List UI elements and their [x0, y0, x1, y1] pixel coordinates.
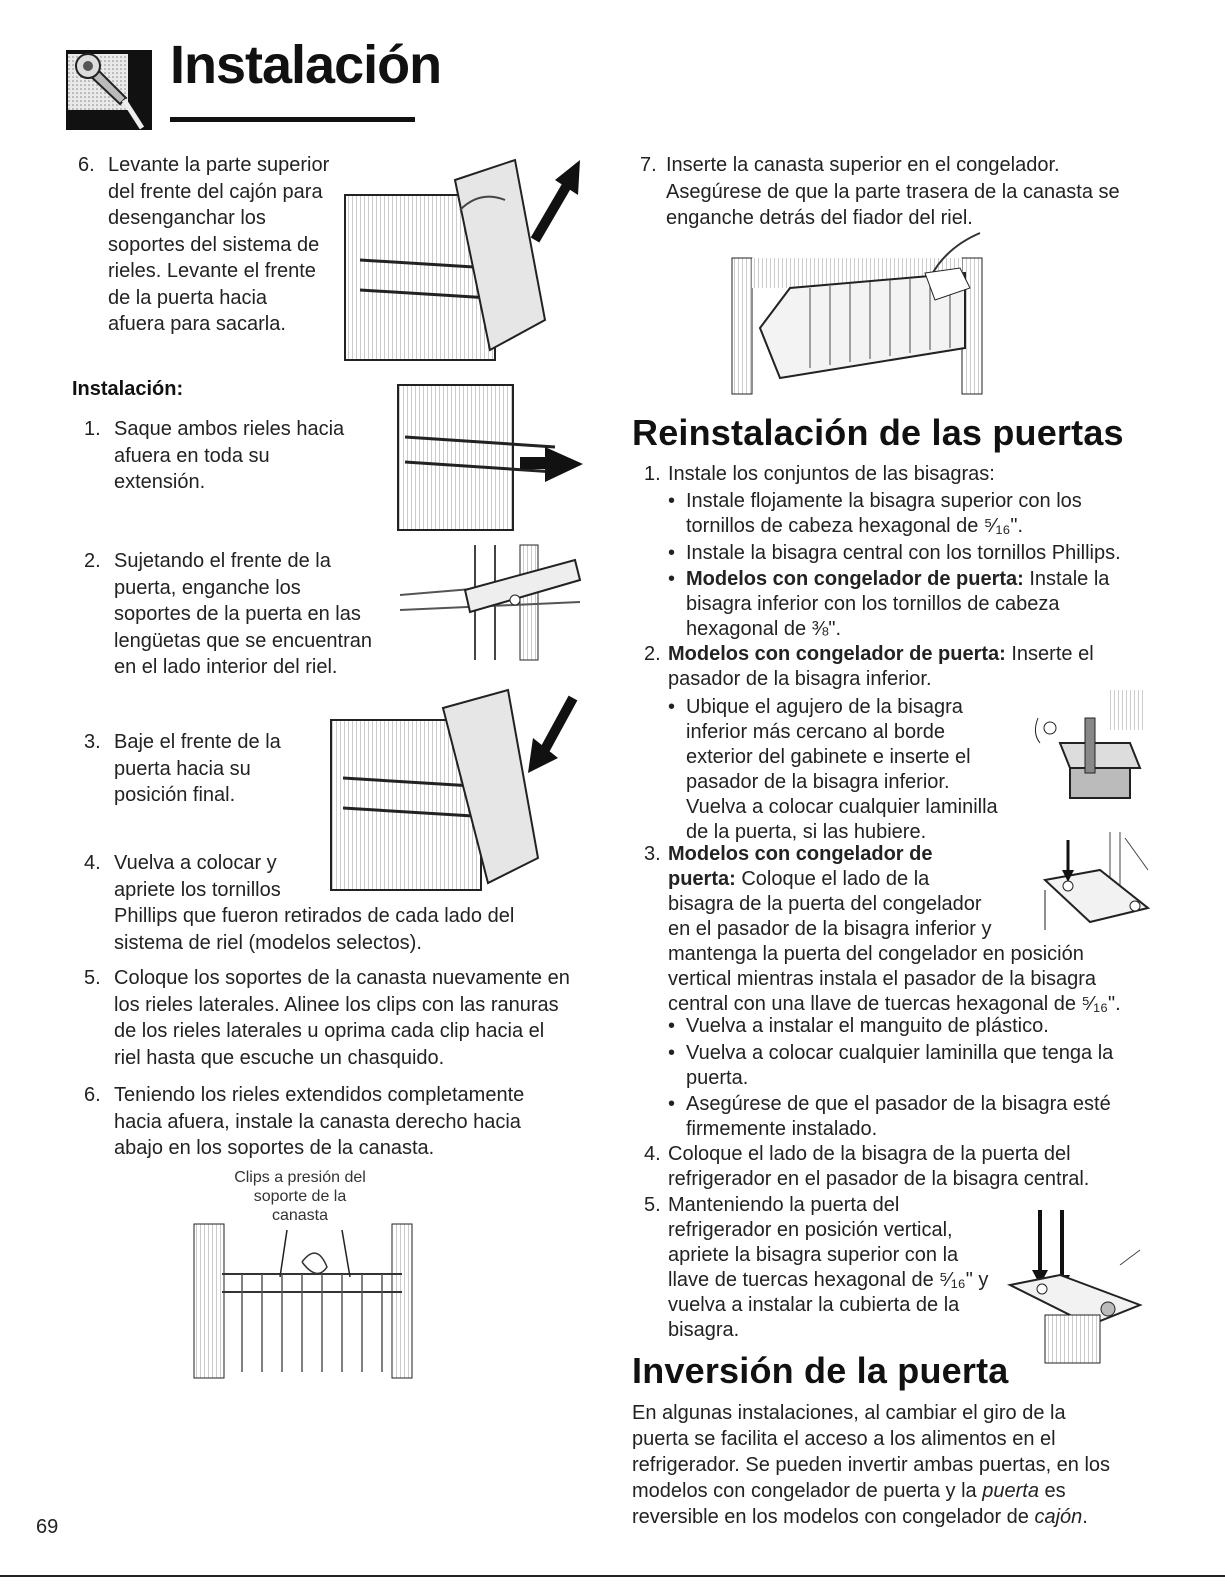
lower-hinge-illustration — [1030, 688, 1150, 813]
drawer-lift-illustration — [340, 150, 590, 365]
reinstall-heading: Reinstalación de las puertas — [632, 412, 1124, 453]
freezer-hinge-illustration — [1040, 830, 1152, 932]
freezer-basket-illustration — [730, 228, 990, 396]
title-underline — [170, 117, 415, 122]
wrench-icon — [64, 40, 156, 132]
page-number: 69 — [36, 1516, 59, 1538]
basket-clip-illustration — [192, 1222, 447, 1380]
door-bracket-illustration — [395, 540, 585, 665]
upper-hinge-illustration — [1000, 1205, 1148, 1365]
header-icon — [64, 40, 156, 132]
inversion-paragraph: En algunas instalaciones, al cambiar el giro de la puerta se facilita el acceso a los alimentos en el refrigerador. Se pueden invertir ambas puertas, en los modelos con congelador de puerta y la puerta es reversible en los modelos con congelador de cajón. — [632, 1402, 1111, 1528]
basket-clip-caption: Clips a presión del soporte de la canasta — [234, 1169, 366, 1224]
bottom-rule — [0, 1575, 1225, 1577]
page-title: Instalación — [170, 35, 442, 95]
rail-extend-illustration — [395, 382, 585, 532]
install-heading: Instalación: — [72, 378, 184, 400]
inversion-heading: Inversión de la puerta — [632, 1350, 1009, 1391]
